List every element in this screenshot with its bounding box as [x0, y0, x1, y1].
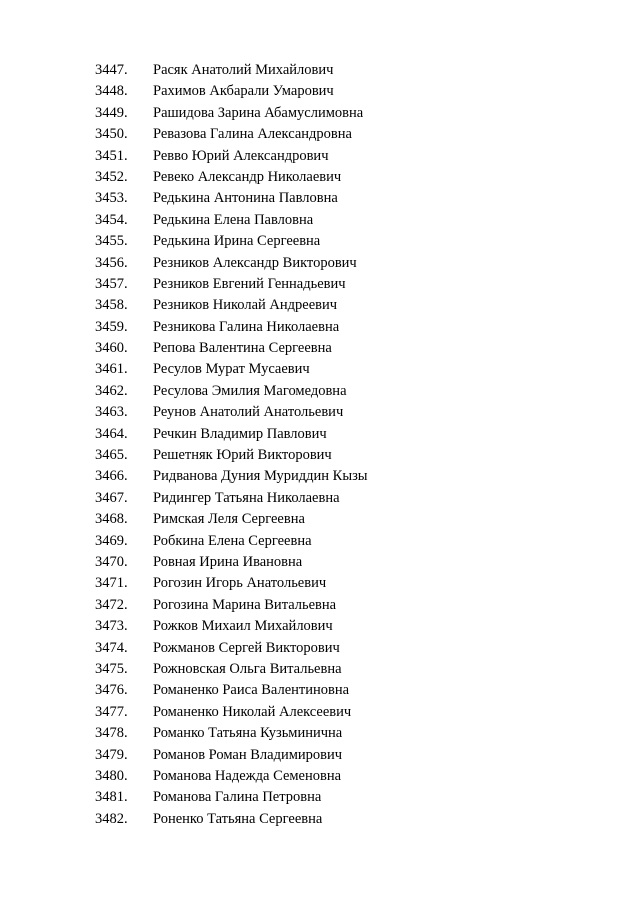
- entry-name: Роненко Татьяна Сергеевна: [153, 810, 323, 827]
- list-item: [0, 445, 640, 466]
- list-item: [0, 745, 640, 766]
- entry-number: 3448.: [95, 83, 128, 100]
- entry-number: 3479.: [95, 746, 128, 763]
- entry-name: Ревеко Александр Николаевич: [153, 168, 342, 185]
- entry-number: 3455.: [95, 233, 128, 250]
- entry-number: 3480.: [95, 767, 128, 784]
- list-item: [0, 253, 640, 274]
- list-item: [0, 552, 640, 573]
- list-item: [0, 787, 640, 808]
- list-item: [0, 424, 640, 445]
- entry-name: Ревазова Галина Александровна: [153, 126, 352, 143]
- entry-name: Решетняк Юрий Викторович: [153, 447, 332, 464]
- entry-number: 3464.: [95, 425, 128, 442]
- list-item: [0, 124, 640, 145]
- list-item: [0, 274, 640, 295]
- list-item: [0, 103, 640, 124]
- entry-number: 3451.: [95, 147, 128, 164]
- list-item: [0, 359, 640, 380]
- entry-number: 3452.: [95, 168, 128, 185]
- entry-name: Резников Александр Викторович: [153, 254, 357, 271]
- list-item: [0, 766, 640, 787]
- list-item: [0, 402, 640, 423]
- entry-number: 3466.: [95, 468, 128, 485]
- entry-name: Романенко Николай Алексеевич: [153, 703, 352, 720]
- entry-number: 3458.: [95, 297, 128, 314]
- list-item: [0, 659, 640, 680]
- entry-number: 3453.: [95, 190, 128, 207]
- list-item: [0, 231, 640, 252]
- list-item: [0, 616, 640, 637]
- entry-name: Ресулова Эмилия Магомедовна: [153, 382, 347, 399]
- list-item: [0, 381, 640, 402]
- entry-name: Редькина Ирина Сергеевна: [153, 233, 321, 250]
- entry-number: 3454.: [95, 211, 128, 228]
- entry-number: 3481.: [95, 789, 128, 806]
- entry-number: 3474.: [95, 639, 128, 656]
- entry-name: Ридингер Татьяна Николаевна: [153, 489, 340, 506]
- list-item: [0, 488, 640, 509]
- entry-number: 3456.: [95, 254, 128, 271]
- list-item: [0, 81, 640, 102]
- entry-name: Репова Валентина Сергеевна: [153, 340, 332, 357]
- list-item: [0, 188, 640, 209]
- entry-name: Римская Леля Сергеевна: [153, 511, 305, 528]
- entry-name: Рожков Михаил Михайлович: [153, 618, 333, 635]
- entry-number: 3467.: [95, 489, 128, 506]
- entry-name: Романко Татьяна Кузьминична: [153, 725, 343, 742]
- entry-name: Робкина Елена Сергеевна: [153, 532, 312, 549]
- list-item: [0, 638, 640, 659]
- list-item: [0, 466, 640, 487]
- entry-number: 3457.: [95, 275, 128, 292]
- entry-number: 3465.: [95, 447, 128, 464]
- entry-name: Романова Надежда Семеновна: [153, 767, 342, 784]
- entry-number: 3449.: [95, 104, 128, 121]
- entry-number: 3482.: [95, 810, 128, 827]
- entry-name: Речкин Владимир Павлович: [153, 425, 327, 442]
- entry-number: 3478.: [95, 725, 128, 742]
- name-list: [0, 60, 640, 830]
- entry-name: Романенко Раиса Валентиновна: [153, 682, 350, 699]
- entry-name: Рожновская Ольга Витальевна: [153, 660, 342, 677]
- list-item: [0, 338, 640, 359]
- entry-number: 3475.: [95, 660, 128, 677]
- entry-name: Резникова Галина Николаевна: [153, 318, 340, 335]
- entry-name: Ресулов Мурат Мусаевич: [153, 361, 310, 378]
- entry-name: Расяк Анатолий Михайлович: [153, 62, 334, 78]
- entry-name: Рогозин Игорь Анатольевич: [153, 575, 327, 592]
- entry-name: Ридванова Дуния Муриддин Кызы: [153, 468, 368, 485]
- entry-name: Рожманов Сергей Викторович: [153, 639, 340, 656]
- entry-name: Рахимов Акбарали Умарович: [153, 83, 334, 100]
- entry-name: Резников Николай Андреевич: [153, 297, 338, 314]
- entry-name: Романова Галина Петровна: [153, 789, 322, 806]
- entry-name: Редькина Антонина Павловна: [153, 190, 338, 207]
- entry-name: Реунов Анатолий Анатольевич: [153, 404, 344, 421]
- entry-number: 3473.: [95, 618, 128, 635]
- entry-number: 3460.: [95, 340, 128, 357]
- entry-name: Редькина Елена Павловна: [153, 211, 314, 228]
- entry-number: 3459.: [95, 318, 128, 335]
- list-item: [0, 317, 640, 338]
- entry-number: 3477.: [95, 703, 128, 720]
- entry-name: Ровная Ирина Ивановна: [153, 553, 303, 570]
- list-item: [0, 146, 640, 167]
- list-item: [0, 295, 640, 316]
- entry-number: 3476.: [95, 682, 128, 699]
- entry-name: Резников Евгений Геннадьевич: [153, 275, 346, 292]
- entry-number: 3470.: [95, 553, 128, 570]
- list-item: [0, 702, 640, 723]
- entry-number: 3471.: [95, 575, 128, 592]
- entry-number: 3472.: [95, 596, 128, 613]
- list-item: [0, 167, 640, 188]
- entry-number: 3447.: [95, 62, 128, 78]
- list-item: [0, 809, 640, 830]
- list-item: [0, 60, 640, 81]
- list-item: [0, 509, 640, 530]
- list-item: [0, 595, 640, 616]
- entry-name: Рогозина Марина Витальевна: [153, 596, 337, 613]
- list-item: [0, 680, 640, 701]
- entry-number: 3461.: [95, 361, 128, 378]
- entry-name: Ревво Юрий Александрович: [153, 147, 329, 164]
- entry-number: 3463.: [95, 404, 128, 421]
- list-item: [0, 210, 640, 231]
- entry-number: 3462.: [95, 382, 128, 399]
- entry-number: 3450.: [95, 126, 128, 143]
- list-item: [0, 723, 640, 744]
- list-item: [0, 573, 640, 594]
- list-item: [0, 531, 640, 552]
- entry-name: Романов Роман Владимирович: [153, 746, 343, 763]
- entry-number: 3469.: [95, 532, 128, 549]
- entry-name: Рашидова Зарина Абамуслимовна: [153, 104, 364, 121]
- entry-number: 3468.: [95, 511, 128, 528]
